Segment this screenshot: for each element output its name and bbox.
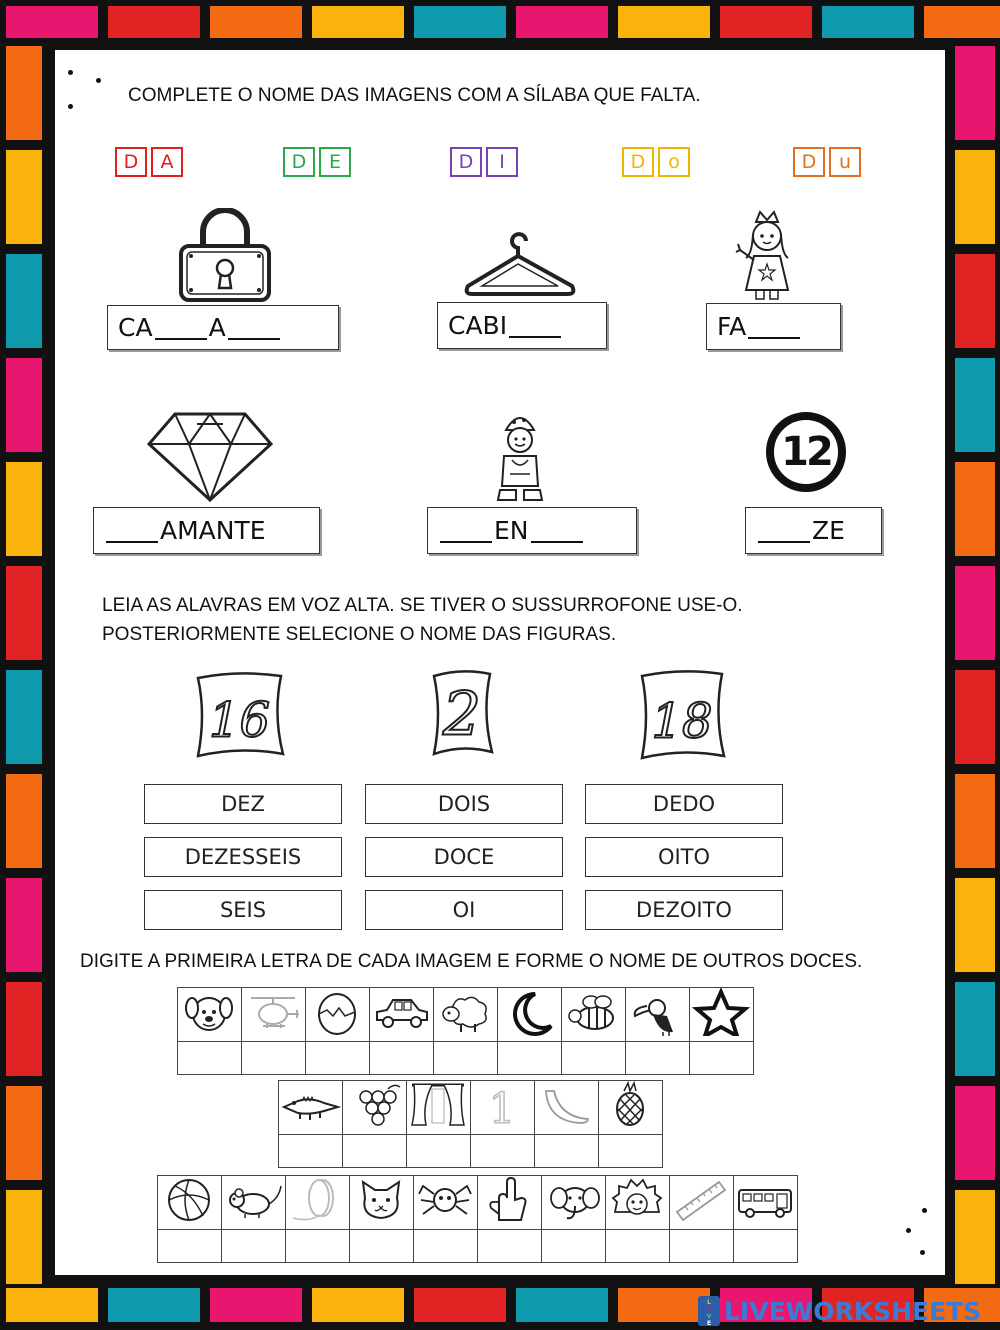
frame-tile (955, 670, 995, 764)
letter-input[interactable] (690, 1042, 757, 1074)
letter-cell (690, 1042, 754, 1075)
frame-tile (6, 1190, 42, 1284)
letter-input[interactable] (279, 1135, 346, 1167)
liveworksheets-logo (698, 1296, 981, 1326)
frame-tile (955, 358, 995, 452)
frame-tile (6, 982, 42, 1076)
letter-input[interactable] (498, 1042, 565, 1074)
picture-cell (158, 1176, 222, 1230)
frame-tile (414, 6, 506, 38)
frame-tile (955, 566, 995, 660)
option-dezesseis[interactable]: DEZESSEIS (144, 837, 342, 877)
letter-cell (535, 1135, 599, 1168)
letter-cell (562, 1042, 626, 1075)
instruction-select: POSTERIORMENTE SELECIONE O NOME DAS FIGURAS. (102, 624, 617, 645)
yoyo-icon (286, 1176, 348, 1224)
word-suffix: ZE (812, 516, 845, 545)
syllable-input[interactable] (155, 316, 207, 340)
picture-cell (414, 1176, 478, 1230)
fairy-icon (732, 208, 802, 302)
letter-input[interactable] (478, 1230, 545, 1262)
frame-tile (108, 1288, 200, 1322)
frame-tile (414, 1288, 506, 1322)
picture-cell (734, 1176, 798, 1230)
decor-dot (906, 1228, 911, 1233)
frame-tile (955, 462, 995, 556)
word-middle: A (208, 313, 226, 342)
letter-input[interactable] (606, 1230, 673, 1262)
svg-text:I: I (707, 1306, 711, 1313)
frame-tile (210, 6, 302, 38)
word-suffix: AMANTE (160, 516, 266, 545)
option-seis[interactable]: SEIS (144, 890, 342, 930)
letter-grid (278, 1080, 663, 1168)
letter-cell (343, 1135, 407, 1168)
frame-tile (955, 1086, 995, 1180)
picture-cell (478, 1176, 542, 1230)
picture-cell (434, 988, 498, 1042)
frame-tile (955, 254, 995, 348)
letter-input[interactable] (407, 1135, 474, 1167)
option-dedo[interactable]: DEDO (585, 784, 783, 824)
frame-tile (618, 1288, 710, 1322)
letter-input[interactable] (414, 1230, 481, 1262)
letter-input[interactable] (670, 1230, 737, 1262)
word-box-cabide (437, 302, 607, 349)
letter-cell (498, 1042, 562, 1075)
decor-dot (68, 104, 73, 109)
number-card-icon (428, 668, 496, 758)
decor-dot (920, 1250, 925, 1255)
picture-cell (306, 988, 370, 1042)
option-dez[interactable]: DEZ (144, 784, 342, 824)
decor-dot (68, 70, 73, 75)
frame-tile (108, 6, 200, 38)
elephant-icon (542, 1176, 604, 1224)
letter-cell (606, 1230, 670, 1263)
diamond-icon (145, 410, 275, 502)
instruction-complete: COMPLETE O NOME DAS IMAGENS COM A SÍLABA QUE FALTA. (128, 85, 701, 106)
letter-cell (242, 1042, 306, 1075)
word-box-cadeado (107, 305, 339, 350)
frame-tile (955, 46, 995, 140)
picture-cell (471, 1081, 535, 1135)
sheep-icon (434, 988, 496, 1036)
syllable-letter: D (283, 147, 315, 177)
word-box-fada (706, 303, 841, 350)
word-middle: EN (494, 516, 529, 545)
decor-dot (922, 1208, 927, 1213)
instruction-read-aloud: LEIA AS ALAVRAS EM VOZ ALTA. SE TIVER O SUSSURROFONE USE-O. (102, 595, 743, 616)
spider-icon (414, 1176, 476, 1224)
picture-cell (286, 1176, 350, 1230)
frame-tile (955, 982, 995, 1076)
letter-grid (177, 987, 754, 1075)
frame-tile (6, 1086, 42, 1180)
car-icon (370, 988, 432, 1036)
frame-tile (6, 878, 42, 972)
grapes-icon (343, 1081, 405, 1129)
letter-input[interactable] (350, 1230, 417, 1262)
letter-input[interactable] (734, 1230, 801, 1262)
option-dezoito[interactable]: DEZOITO (585, 890, 783, 930)
picture-cell (407, 1081, 471, 1135)
letter-input[interactable] (535, 1135, 602, 1167)
frame-tile (6, 462, 42, 556)
syllable-chip (450, 147, 518, 177)
frame-tile (955, 878, 995, 972)
letter-cell (599, 1135, 663, 1168)
brand-name: LIVEWORKSHEETS (724, 1296, 982, 1326)
number-one-glyph: 1 (488, 1084, 516, 1129)
letter-cell (279, 1135, 343, 1168)
syllable-chip (283, 147, 351, 177)
bee-icon (562, 988, 624, 1036)
bus-icon (734, 1176, 796, 1224)
word-prefix: CA (118, 313, 153, 342)
ball-icon (158, 1176, 220, 1224)
picture-cell (350, 1176, 414, 1230)
letter-input[interactable] (599, 1135, 666, 1167)
hand-icon (478, 1176, 540, 1224)
frame-tile (6, 254, 42, 348)
frame-tile (822, 6, 914, 38)
letter-input[interactable] (306, 1042, 373, 1074)
letter-input[interactable] (178, 1042, 245, 1074)
syllable-letter: o (658, 147, 690, 177)
number-card-label: 18 (651, 693, 713, 750)
egg-icon (306, 988, 368, 1036)
letter-input[interactable] (370, 1042, 437, 1074)
picture-cell (242, 988, 306, 1042)
frame-tile (6, 1288, 98, 1322)
picture-cell (535, 1081, 599, 1135)
syllable-letter: D (450, 147, 482, 177)
frame-tile (6, 670, 42, 764)
letter-cell (478, 1230, 542, 1263)
pineapple-icon (599, 1081, 661, 1129)
syllable-input[interactable] (758, 519, 810, 543)
syllable-input[interactable] (106, 519, 158, 543)
picture-cell (562, 988, 626, 1042)
picture-cell (498, 988, 562, 1042)
frame-tile (6, 566, 42, 660)
moon-icon (498, 988, 560, 1036)
syllable-chip (622, 147, 690, 177)
picture-cell (222, 1176, 286, 1230)
syllable-input[interactable] (748, 315, 800, 339)
letter-cell (542, 1230, 606, 1263)
letter-cell (286, 1230, 350, 1263)
frame-tile (210, 1288, 302, 1322)
frame-tile (6, 6, 98, 38)
frame-tile (312, 6, 404, 38)
helicopter-icon (242, 988, 304, 1036)
picture-cell (626, 988, 690, 1042)
frame-tile (720, 6, 812, 38)
letter-input[interactable] (286, 1230, 353, 1262)
letter-input[interactable] (562, 1042, 629, 1074)
word-prefix: CABI (448, 311, 508, 340)
letter-cell (306, 1042, 370, 1075)
alligator-icon (279, 1081, 341, 1129)
logo-badge-icon (698, 1296, 720, 1326)
picture-cell (690, 988, 754, 1042)
padlock-icon (175, 208, 275, 302)
word-box-dente (427, 507, 637, 554)
letter-grid (157, 1175, 798, 1263)
letter-input[interactable] (158, 1230, 225, 1262)
number-twelve-label: 12 (781, 429, 831, 475)
frame-tile (6, 774, 42, 868)
syllable-letter: A (151, 147, 183, 177)
word-box-diamante (93, 507, 320, 554)
letter-cell (350, 1230, 414, 1263)
number-card-label: 2 (442, 679, 482, 750)
letter-input[interactable] (222, 1230, 289, 1262)
frame-tile (955, 774, 995, 868)
picture-cell (670, 1176, 734, 1230)
letter-input[interactable] (542, 1230, 609, 1262)
word-prefix: FA (717, 312, 747, 341)
letter-input[interactable] (434, 1042, 501, 1074)
syllable-input[interactable] (440, 519, 492, 543)
option-doce[interactable]: DOCE (365, 837, 563, 877)
frame-tile (516, 1288, 608, 1322)
dwarf-icon (490, 408, 550, 504)
number-card-icon (192, 670, 287, 760)
letter-cell (407, 1135, 471, 1168)
frame-tile (6, 358, 42, 452)
syllable-letter: D (793, 147, 825, 177)
syllable-letter: D (622, 147, 654, 177)
picture-cell (370, 988, 434, 1042)
letter-input[interactable] (626, 1042, 693, 1074)
rat-icon (222, 1176, 284, 1224)
option-dois[interactable]: DOIS (365, 784, 563, 824)
letter-cell (670, 1230, 734, 1263)
svg-text:E: E (706, 1320, 712, 1326)
decor-dot (96, 78, 101, 83)
frame-tile (6, 46, 42, 140)
banana-icon (535, 1081, 597, 1129)
picture-cell (178, 988, 242, 1042)
number-twelve-icon (766, 412, 846, 492)
hedgehog-icon (606, 1176, 668, 1224)
instruction-first-letter: DIGITE A PRIMEIRA LETRA DE CADA IMAGEM E FORME O NOME DE OUTROS DOCES. (80, 951, 863, 972)
letter-cell (414, 1230, 478, 1263)
picture-cell (606, 1176, 670, 1230)
picture-cell (279, 1081, 343, 1135)
letter-cell (471, 1135, 535, 1168)
hanger-icon (460, 228, 580, 302)
star-icon (690, 988, 752, 1036)
frame-tile (955, 1190, 995, 1284)
letter-cell (734, 1230, 798, 1263)
letter-cell (158, 1230, 222, 1263)
letter-cell (626, 1042, 690, 1075)
letter-input[interactable] (471, 1135, 538, 1167)
picture-cell (599, 1081, 663, 1135)
cat-icon (350, 1176, 412, 1224)
picture-cell (343, 1081, 407, 1135)
letter-cell (370, 1042, 434, 1075)
option-oito[interactable]: OITO (585, 837, 783, 877)
syllable-input[interactable] (531, 519, 583, 543)
curtain-icon (407, 1081, 469, 1129)
syllable-letter: E (319, 147, 351, 177)
number-one-icon (471, 1081, 533, 1129)
syllable-input[interactable] (509, 314, 561, 338)
syllable-chip (793, 147, 861, 177)
frame-tile (924, 6, 1000, 38)
frame-tile (6, 150, 42, 244)
syllable-letter: I (486, 147, 518, 177)
syllable-chip (115, 147, 183, 177)
frame-tile (618, 6, 710, 38)
letter-cell (222, 1230, 286, 1263)
word-box-doze (745, 507, 882, 554)
dog-icon (178, 988, 240, 1036)
number-card-icon (636, 668, 728, 762)
option-oi[interactable]: OI (365, 890, 563, 930)
letter-input[interactable] (242, 1042, 309, 1074)
frame-tile (516, 6, 608, 38)
frame-tile (312, 1288, 404, 1322)
ruler-icon (670, 1176, 732, 1224)
picture-cell (542, 1176, 606, 1230)
toucan-icon (626, 988, 688, 1036)
letter-input[interactable] (343, 1135, 410, 1167)
letter-cell (434, 1042, 498, 1075)
syllable-letter: u (829, 147, 861, 177)
syllable-input[interactable] (228, 316, 280, 340)
letter-cell (178, 1042, 242, 1075)
frame-tile (955, 150, 995, 244)
number-card-label: 16 (208, 692, 271, 749)
svg-text:L: L (707, 1299, 711, 1306)
syllable-letter: D (115, 147, 147, 177)
svg-text:V: V (706, 1313, 712, 1320)
